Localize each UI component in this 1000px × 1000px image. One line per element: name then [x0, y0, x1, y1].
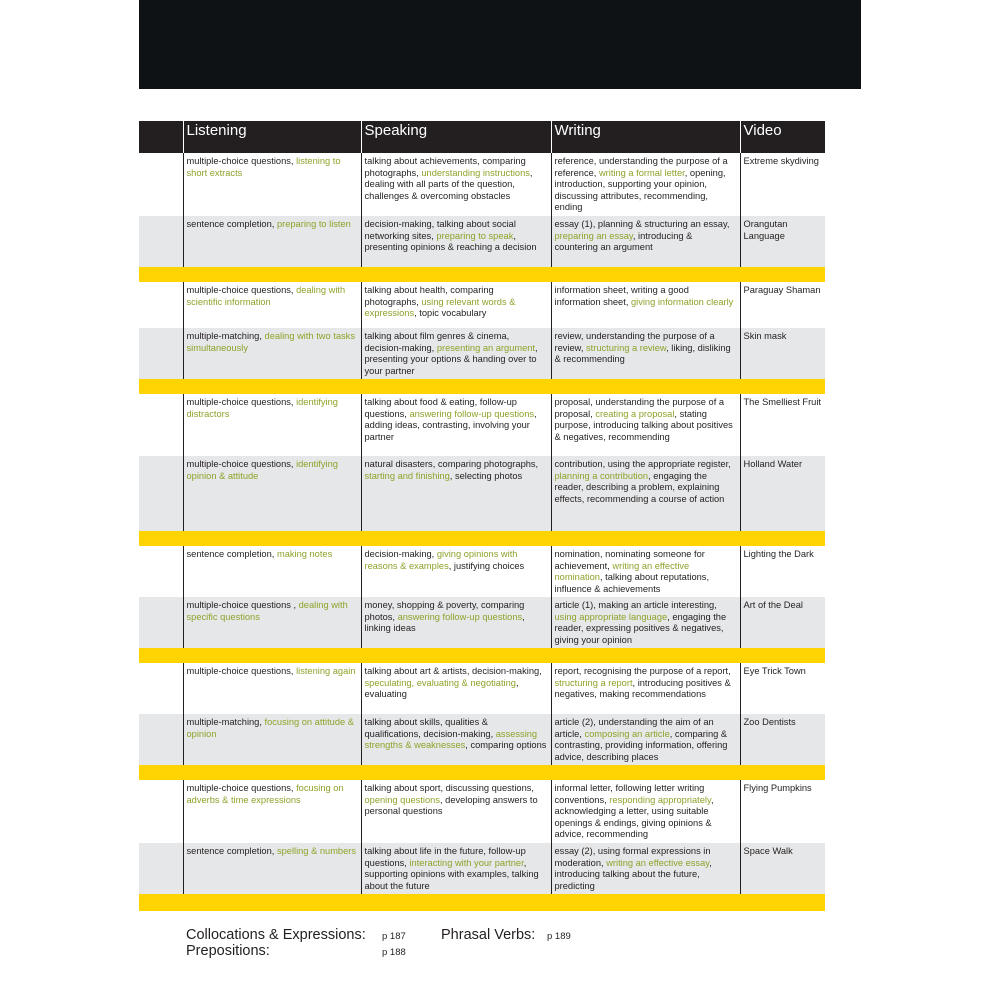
video-cell: Flying Pumpkins: [740, 780, 825, 843]
writing-highlight-text: giving information clearly: [630, 296, 734, 307]
writing-text: review, understanding the purpose of a review,: [554, 331, 715, 353]
listening-text: multiple-matching,: [186, 717, 265, 727]
listening-cell: [183, 597, 361, 648]
unit-separator: [139, 648, 825, 663]
footer-prepositions-label: Prepositions:: [186, 943, 270, 959]
speaking-highlight-text: assessing strengths & weaknesses: [364, 728, 538, 750]
writing-text: informal letter, following letter writing conventions,: [554, 783, 705, 805]
writing-text: reference, understanding the purpose of a reference,: [554, 156, 728, 178]
writing-cell: [551, 546, 740, 597]
listening-cell: [183, 328, 361, 379]
listening-cell: [183, 153, 361, 216]
writing-text: , comparing & contrasting, providing information, offering advice, describing places: [554, 728, 728, 762]
unit-cell: [139, 714, 183, 765]
listening-highlight-text: focusing on attitude & opinion: [186, 717, 354, 739]
writing-text: , engaging the reader, describing a problem, explaining effects, recommending a course of action: [554, 470, 725, 504]
video-cell: Paraguay Shaman: [740, 282, 825, 328]
writing-cell: [551, 216, 740, 267]
unit-separator: [139, 267, 825, 282]
video-cell: Skin mask: [740, 328, 825, 379]
writing-highlight-text: responding appropriately: [609, 794, 711, 805]
speaking-cell: [361, 456, 551, 531]
listening-text: sentence completion,: [186, 219, 277, 229]
speaking-text: talking about achievements, comparing photographs,: [364, 156, 526, 178]
writing-text: , introducing positives & negatives, making recommendations: [554, 677, 731, 699]
unit-cell: [139, 456, 183, 531]
writing-highlight-text: using appropriate language: [554, 611, 668, 622]
listening-cell: [183, 546, 361, 597]
speaking-cell: [361, 843, 551, 894]
video-cell: Extreme skydiving: [740, 153, 825, 216]
writing-cell: [551, 153, 740, 216]
unit-separator: [139, 894, 825, 911]
listening-cell: [183, 282, 361, 328]
writing-cell: [551, 663, 740, 714]
writing-text: information sheet, writing a good information sheet,: [554, 285, 689, 307]
listening-cell: [183, 663, 361, 714]
footer-phrasal-label: Phrasal Verbs:: [441, 927, 536, 943]
unit-cell: [139, 328, 183, 379]
writing-cell: [551, 597, 740, 648]
writing-cell: [551, 843, 740, 894]
speaking-highlight-text: speculating, evaluating & negotiating: [364, 677, 516, 688]
writing-text: , talking about reputations, influence & achievements: [554, 572, 710, 594]
writing-cell: [551, 328, 740, 379]
writing-text: , engaging the reader, expressing positives & negatives, giving your opinion: [554, 611, 727, 645]
speaking-text: , selecting photos: [449, 470, 523, 481]
speaking-text: talking about film genres & cinema, decision-making,: [364, 331, 510, 353]
writing-cell: [551, 780, 740, 843]
speaking-text: natural disasters, comparing photographs,: [364, 459, 539, 469]
speaking-highlight-text: presenting an argument: [436, 342, 536, 353]
writing-cell: [551, 394, 740, 456]
speaking-highlight-text: giving opinions with reasons & examples: [364, 549, 518, 571]
writing-highlight-text: planning a contribution: [554, 470, 649, 481]
video-cell: Lighting the Dark: [740, 546, 825, 597]
writing-text: nomination, nominating someone for achievement,: [554, 549, 705, 571]
unit-separator-bar: [139, 765, 825, 780]
table-row: [139, 394, 825, 456]
unit-separator: [139, 379, 825, 394]
table-header-row: [139, 121, 825, 153]
listening-cell: [183, 780, 361, 843]
listening-text: sentence completion,: [186, 846, 277, 856]
listening-highlight-text: dealing with specific questions: [186, 600, 348, 622]
speaking-text: talking about art & artists, decision-making,: [364, 666, 542, 676]
listening-cell: [183, 843, 361, 894]
video-cell: Zoo Dentists: [740, 714, 825, 765]
table-row: [139, 843, 825, 894]
speaking-cell: [361, 597, 551, 648]
unit-separator-bar: [139, 379, 825, 394]
writing-text: , opening, introduction, supporting your opinion, discussing attributes, recommending, ending: [554, 167, 726, 212]
listening-text: multiple-matching,: [186, 331, 265, 341]
table-row: [139, 456, 825, 531]
writing-highlight-text: creating a proposal: [595, 408, 675, 419]
writing-highlight-text: writing an effective essay: [606, 857, 710, 868]
writing-highlight-text: structuring a report: [554, 677, 633, 688]
speaking-cell: [361, 394, 551, 456]
speaking-text: , adding ideas, contrasting, involving your partner: [364, 408, 537, 442]
speaking-cell: [361, 282, 551, 328]
video-cell: The Smelliest Fruit: [740, 394, 825, 456]
writing-text: essay (2), using formal expressions in moderation,: [554, 846, 711, 868]
table-row: [139, 714, 825, 765]
unit-cell: [139, 282, 183, 328]
speaking-text: talking about life in the future, follow-up questions,: [364, 846, 526, 868]
unit-separator-bar: [139, 894, 825, 911]
speaking-text: talking about health, comparing photographs,: [364, 285, 494, 307]
speaking-text: decision-making,: [364, 549, 437, 559]
speaking-highlight-text: answering follow-up questions: [409, 408, 535, 419]
speaking-text: talking about skills, qualities & qualifications, decision-making,: [364, 717, 496, 739]
footer-prepositions-page: p 188: [382, 947, 406, 958]
top-banner: [139, 0, 861, 89]
header-listening: Listening: [183, 121, 361, 153]
speaking-text: , presenting opinions & reaching a decision: [364, 230, 537, 252]
speaking-cell: [361, 153, 551, 216]
listening-text: multiple-choice questions,: [186, 783, 297, 793]
listening-highlight-text: listening to short extracts: [186, 156, 341, 178]
video-cell: Holland Water: [740, 456, 825, 531]
unit-cell: [139, 216, 183, 267]
speaking-cell: [361, 714, 551, 765]
writing-text: report, recognising the purpose of a report,: [554, 666, 731, 676]
speaking-text: talking about food & eating, follow-up questions,: [364, 397, 517, 419]
listening-text: multiple-choice questions ,: [186, 600, 299, 610]
listening-highlight-text: identifying opinion & attitude: [186, 459, 338, 481]
listening-text: sentence completion,: [186, 549, 277, 559]
footer-collocations-label: Collocations & Expressions:: [186, 927, 366, 943]
listening-highlight-text: preparing to listen: [276, 219, 351, 229]
speaking-highlight-text: answering follow-up questions: [397, 611, 523, 622]
writing-text: article (2), understanding the aim of an article,: [554, 717, 714, 739]
unit-separator-bar: [139, 648, 825, 663]
speaking-highlight-text: preparing to speak: [436, 230, 514, 241]
table-row: [139, 216, 825, 267]
writing-highlight-text: writing a formal letter: [598, 167, 685, 178]
writing-highlight-text: structuring a review: [586, 342, 667, 353]
listening-highlight-text: dealing with scientific information: [186, 285, 346, 307]
header-video: Video: [740, 121, 825, 153]
speaking-cell: [361, 328, 551, 379]
writing-text: essay (1), planning & structuring an essay,: [554, 219, 730, 229]
speaking-text: , dealing with all parts of the question, challenges & overcoming obstacles: [364, 167, 533, 201]
writing-text: proposal, understanding the purpose of a proposal,: [554, 397, 725, 419]
unit-separator: [139, 765, 825, 780]
listening-highlight-text: dealing with two tasks simultaneously: [186, 331, 355, 353]
unit-cell: [139, 663, 183, 714]
unit-cell: [139, 546, 183, 597]
speaking-text: money, shopping & poverty, comparing photos,: [364, 600, 525, 622]
listening-highlight-text: focusing on adverbs & time expressions: [186, 783, 344, 805]
writing-highlight-text: composing an article: [584, 728, 670, 739]
syllabus-table: [139, 121, 825, 911]
listening-text: multiple-choice questions,: [186, 285, 297, 295]
speaking-highlight-text: using relevant words & expressions: [364, 296, 516, 318]
listening-highlight-text: identifying distractors: [186, 397, 338, 419]
writing-text: , acknowledging a letter, using suitable openings & endings, giving opinions & advice, recommending: [554, 794, 714, 839]
speaking-text: , evaluating: [364, 677, 519, 699]
speaking-text: , supporting opinions with examples, talking about the future: [364, 857, 539, 891]
speaking-text: , justifying choices: [448, 560, 525, 571]
header-writing: Writing: [551, 121, 740, 153]
video-cell: Art of the Deal: [740, 597, 825, 648]
speaking-text: decision-making, talking about social networking sites,: [364, 219, 516, 241]
table-row: [139, 153, 825, 216]
listening-cell: [183, 714, 361, 765]
writing-text: , liking, disliking & recommending: [554, 342, 731, 364]
writing-text: article (1), making an article interesting,: [554, 600, 717, 610]
writing-cell: [551, 714, 740, 765]
speaking-highlight-text: opening questions: [364, 794, 440, 805]
table-row: [139, 780, 825, 843]
footer-collocations-page: p 187: [382, 931, 406, 942]
unit-separator-bar: [139, 531, 825, 546]
speaking-cell: [361, 546, 551, 597]
speaking-text: , linking ideas: [364, 611, 525, 633]
unit-cell: [139, 843, 183, 894]
speaking-cell: [361, 216, 551, 267]
listening-highlight-text: listening again: [296, 666, 356, 676]
writing-cell: [551, 456, 740, 531]
footer-phrasal-page: p 189: [547, 931, 571, 942]
speaking-highlight-text: understanding instructions: [421, 167, 530, 178]
listening-text: multiple-choice questions,: [186, 156, 297, 166]
speaking-cell: [361, 663, 551, 714]
unit-separator-bar: [139, 267, 825, 282]
unit-cell: [139, 597, 183, 648]
table-row: [139, 663, 825, 714]
video-cell: Space Walk: [740, 843, 825, 894]
listening-cell: [183, 216, 361, 267]
header-unit-column: [139, 121, 183, 153]
listening-cell: [183, 394, 361, 456]
listening-text: multiple-choice questions,: [186, 666, 297, 676]
unit-cell: [139, 153, 183, 216]
video-cell: Eye Trick Town: [740, 663, 825, 714]
video-cell: Orangutan Language: [740, 216, 825, 267]
speaking-text: , developing answers to personal questions: [364, 794, 538, 816]
table-row: [139, 328, 825, 379]
listening-text: multiple-choice questions,: [186, 397, 297, 407]
listening-text: multiple-choice questions,: [186, 459, 297, 469]
header-speaking: Speaking: [361, 121, 551, 153]
table-row: [139, 546, 825, 597]
table-row: [139, 597, 825, 648]
speaking-cell: [361, 780, 551, 843]
table-row: [139, 282, 825, 328]
listening-highlight-text: making notes: [276, 549, 333, 559]
speaking-highlight-text: interacting with your partner: [409, 857, 524, 868]
listening-highlight-text: spelling & numbers: [276, 846, 357, 856]
speaking-text: , presenting your options & handing over to your partner: [364, 342, 538, 376]
unit-cell: [139, 394, 183, 456]
unit-cell: [139, 780, 183, 843]
speaking-highlight-text: starting and finishing: [364, 470, 450, 481]
writing-text: , introducing & countering an argument: [554, 230, 693, 252]
writing-text: , stating purpose, introducing talking about positives & negatives, recommending: [554, 408, 733, 442]
speaking-text: talking about sport, discussing questions,: [364, 783, 535, 793]
writing-highlight-text: preparing an essay: [554, 230, 633, 241]
speaking-text: , comparing options: [465, 740, 547, 750]
writing-text: contribution, using the appropriate register,: [554, 459, 731, 469]
listening-cell: [183, 456, 361, 531]
writing-text: , introducing talking about the future, predicting: [554, 857, 712, 891]
writing-cell: [551, 282, 740, 328]
unit-separator: [139, 531, 825, 546]
writing-highlight-text: writing an effective nomination: [554, 560, 690, 582]
speaking-text: , topic vocabulary: [414, 308, 487, 318]
